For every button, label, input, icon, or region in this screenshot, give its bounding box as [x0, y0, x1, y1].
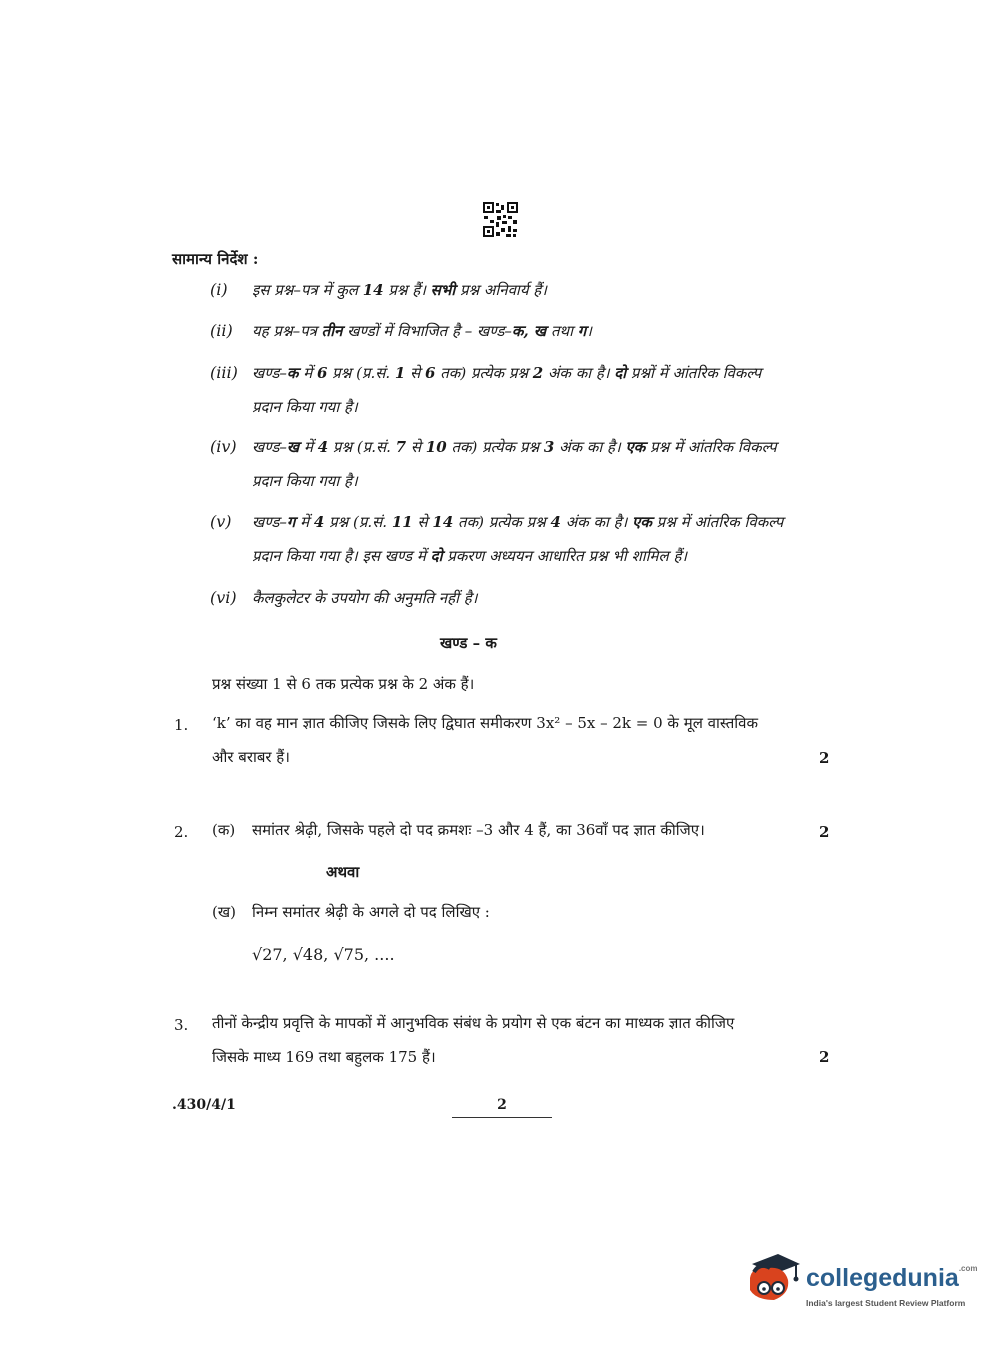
question-2a-text: समांतर श्रेढ़ी, जिसके पहले दो पद क्रमशः –3 और 4 हैं, का 36वाँ पद ज्ञात कीजिए। [252, 821, 705, 839]
instruction-number: (iii) [210, 363, 238, 382]
instruction-number: (iv) [210, 437, 237, 456]
question-number: 2. [174, 823, 189, 841]
question-marks: 2 [819, 823, 830, 841]
question-number: 1. [174, 716, 189, 734]
or-label: अथवा [326, 863, 360, 881]
instruction-text: खण्ड–ग में 4 प्रश्न (प्र.सं. 11 से 14 तक) प्रत्येक प्रश्न 4 अंक का है। एक प्रश्न में आंतरिक विकल्प प्रदान किया गया है। इस खण्ड में दो प्रकरण अध्ययन आधारित प्रश्न भी शामिल हैं। [252, 513, 784, 565]
question-1-line-2: और बराबर हैं। [212, 748, 290, 766]
question-3-line-1: तीनों केन्द्रीय प्रवृत्ति के मापकों में आनुभविक संबंध के प्रयोग से एक बंटन का माध्यक ज्ञात कीजिए [212, 1014, 735, 1032]
instruction-number: (v) [210, 512, 232, 531]
collegedunia-mascot-icon [744, 1250, 804, 1310]
section-note: प्रश्न संख्या 1 से 6 तक प्रत्येक प्रश्न के 2 अंक हैं। [212, 675, 475, 693]
question-2b-text: निम्न समांतर श्रेढ़ी के अगले दो पद लिखिए : [252, 903, 490, 921]
page-number: 2 [452, 1097, 552, 1118]
qr-code-icon [482, 201, 519, 238]
general-instructions-heading: सामान्य निर्देश : [172, 250, 259, 268]
question-number: 3. [174, 1016, 189, 1034]
question-1-line-1: ‘k’ का वह मान ज्ञात कीजिए जिसके लिए द्विघात समीकरण 3x² – 5x – 2k = 0 के मूल वास्तविक [212, 714, 758, 732]
option-label: (क) [212, 821, 236, 839]
instruction-text: खण्ड–ख में 4 प्रश्न (प्र.सं. 7 से 10 तक) प्रत्येक प्रश्न 3 अंक का है। एक प्रश्न में आंतरिक विकल्प प्रदान किया गया है। [252, 438, 777, 490]
question-3-line-2: जिसके माध्य 169 तथा बहुलक 175 हैं। [212, 1048, 436, 1066]
question-marks: 2 [819, 1048, 830, 1066]
question-marks: 2 [819, 749, 830, 767]
question-2b-expression: √27, √48, √75, .... [252, 945, 395, 964]
section-title: खण्ड – क [440, 634, 497, 652]
instruction-text: खण्ड–क में 6 प्रश्न (प्र.सं. 1 से 6 तक) प्रत्येक प्रश्न 2 अंक का है। दो प्रश्नों में आंतरिक विकल्प प्रदान किया गया है। [252, 364, 762, 416]
instruction-text: इस प्रश्न–पत्र में कुल 14 प्रश्न हैं। सभी प्रश्न अनिवार्य हैं। [252, 281, 547, 299]
instruction-text: यह प्रश्न–पत्र तीन खण्डों में विभाजित है – खण्ड–क, ख तथा ग। [252, 322, 592, 340]
brand-name: collegedunia$^{.com}$ [806, 1264, 978, 1292]
option-label: (ख) [212, 903, 236, 921]
instruction-number: (ii) [210, 321, 233, 340]
brand-tagline: India's largest Student Review Platform [806, 1298, 966, 1308]
instruction-number: (vi) [210, 588, 237, 607]
instruction-text: कैलकुलेटर के उपयोग की अनुमति नहीं है। [252, 589, 478, 607]
instruction-number: (i) [210, 280, 228, 299]
paper-code: .430/4/1 [172, 1097, 236, 1113]
